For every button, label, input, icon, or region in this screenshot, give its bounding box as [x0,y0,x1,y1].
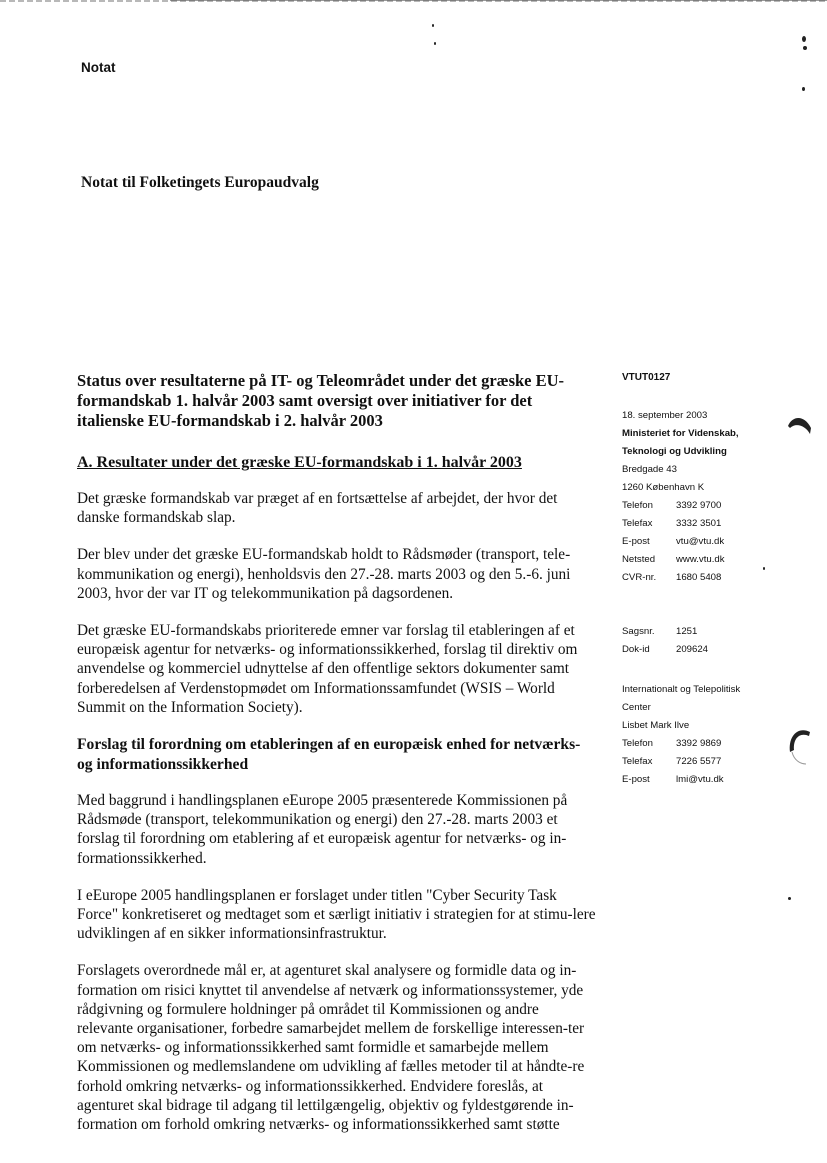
contact-row [622,551,812,569]
case-row [622,641,812,659]
paragraph: I eEurope 2005 handlingsplanen er forslaget under titlen "Cyber Security Task Force" konkretiseret og medtaget som et særligt initiativ i strategien for at stimu-lere udviklingen af en sikker informationsinfrastruktur. [77,886,596,943]
document-body [77,371,597,1152]
department-line1: Internationalt og Telepolitisk [622,684,741,695]
person-contact-row [622,753,812,771]
case-key: Sagsnr. [622,626,655,637]
contact-key: Telefax [622,518,653,529]
scan-speck [432,24,434,27]
contact-key: CVR-nr. [622,572,657,583]
street-address: Bredgade 43 [622,464,677,475]
contact-key: Telefon [622,500,653,511]
scan-speck [434,42,436,45]
contact-key: E-post [622,536,650,547]
case-value: 1251 [676,626,698,637]
document-type-label: Notat [81,60,116,75]
contact-value: 3392 9700 [676,500,722,511]
contact-value: 7226 5577 [676,756,722,767]
subsection-heading: Forslag til forordning om etableringen af en europæisk enhed for netværks- og informationssikkerhed [77,736,581,773]
postal-city: 1260 København K [622,482,705,493]
contact-value: vtu@vtu.dk [676,536,725,547]
contact-value: 3392 9869 [676,738,722,749]
case-value: 209624 [676,644,709,655]
contact-value: 3332 3501 [676,518,722,529]
person-contact-row [622,735,812,753]
contact-key: Telefax [622,756,653,767]
scan-speck [788,897,791,900]
department-line2: Center [622,702,651,713]
contact-row [622,515,812,533]
scan-speck [802,87,805,91]
contact-key: E-post [622,774,650,785]
contact-row [622,569,812,587]
contact-value: 1680 5408 [676,572,722,583]
sender-info-sidebar [622,372,812,789]
person-contact-row [622,771,812,789]
scan-top-rule [170,0,827,1]
contact-key: Netsted [622,554,656,565]
contact-key: Telefon [622,738,653,749]
paragraph: Med baggrund i handlingsplanen eEurope 2005 præsenterede Kommissionen på Rådsmøde (transport, telekommunikation og energi) den 27.-28. marts 2003 et forslag til forordning om etablering af et europæisk agentur for netværks- og in-formationssikkerhed. [77,792,568,867]
case-row [622,623,812,641]
paragraph: Det græske formandskab var præget af en fortsættelse af arbejdet, der hvor det danske formandskab slap. [77,490,558,527]
contact-row [622,497,812,515]
contact-value: www.vtu.dk [676,554,725,565]
document-reference: VTUT0127 [622,372,671,383]
document-date: 18. september 2003 [622,410,708,421]
ministry-name-line2: Teknologi og Udvikling [622,446,727,457]
addressee-heading: Notat til Folketingets Europaudvalg [81,174,319,191]
contact-row [622,533,812,551]
paragraph: Forslagets overordnede mål er, at agenturet skal analysere og formidle data og in-formation om risici knyttet til anvendelse af netværk og informationssystemer, yde rådgivning og formulere holdninger på området til Kommissionen og andre relevante organisationer, forbedre samarbejdet mellem de forskellige interessen-ter om netværks- og informationssikkerhed samt formidle et samarbejde mellem Kommissionen og medlemslandene om udvikling af fælles metoder til at håndte-re forhold omkring netværks- og informationssikkerhed. Endvidere foreslås, at agenturet skal bidrage til adgang til lettilgængelig, objektiv og fyldestgørende in-formation om forhold omkring netværks- og informationssikkerhed samt støtte [77,962,585,1134]
scan-speck [802,36,806,42]
paragraph: Der blev under det græske EU-formandskab holdt to Rådsmøder (transport, tele-kommunikation og energi), henholdsvis den 27.-28. marts 2003 og den 5.-6. juni 2003, hvor der var IT og telekommunikation på dagsordenen. [77,546,571,602]
contact-person: Lisbet Mark Ilve [622,720,690,731]
contact-value: lmi@vtu.dk [676,774,724,785]
ministry-name-line1: Ministeriet for Videnskab, [622,428,739,439]
paragraph: Det græske EU-formandskabs prioriterede emner var forslag til etableringen af et europæisk agentur for netværks- og informationssikkerhed, forslag til direktiv om anvendelse og kommerciel udnyttelse af den offentlige sektors dokumenter samt forberedelsen af Verdenstopmødet om Informationssamfundet (WSIS – World Summit on the Information Society). [77,622,578,716]
document-title: Status over resultaterne på IT- og Teleområdet under det græske EU-formandskab 1. halvår 2003 samt oversigt over initiativer for det italienske EU-formandskab i 2. halvår 2003 [77,371,565,430]
section-a-heading: A. Resultater under det græske EU-formandskab i 1. halvår 2003 [77,454,522,471]
case-key: Dok-id [622,644,650,655]
scan-speck [803,46,807,50]
